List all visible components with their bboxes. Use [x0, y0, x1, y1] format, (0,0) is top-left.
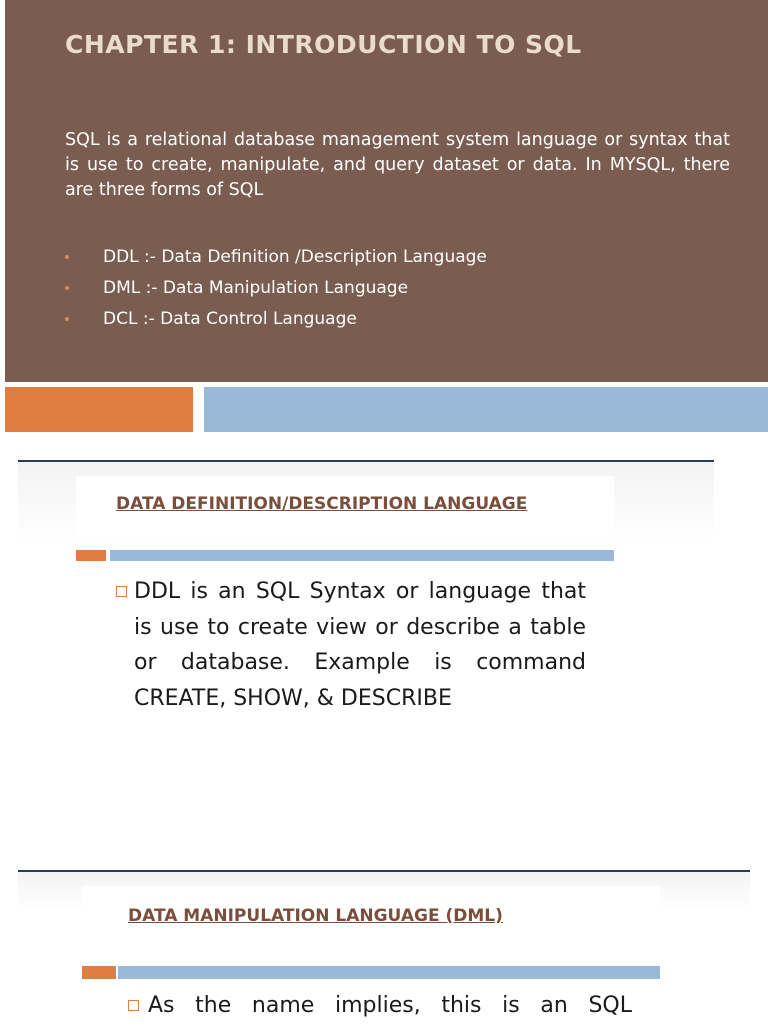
list-item-label: DDL :- Data Definition /Description Language	[103, 247, 487, 267]
bullet-icon	[65, 255, 69, 259]
bullet-icon	[65, 317, 69, 321]
sql-forms-list	[65, 242, 487, 335]
accent-bar-orange	[82, 966, 116, 979]
square-bullet-icon	[128, 1000, 139, 1011]
accent-bar-blue	[110, 550, 614, 561]
square-bullet-icon	[116, 586, 127, 597]
intro-paragraph: SQL is a relational database management system language or syntax that is use to create, manipulate, and query dataset or data. In MYSQL, there are three forms of SQL	[65, 130, 730, 200]
chapter-title: CHAPTER 1: INTRODUCTION TO SQL	[65, 30, 582, 59]
body-text: As the name implies, this is an SQL	[148, 993, 632, 1018]
slide-heading: DATA DEFINITION/DESCRIPTION LANGUAGE	[116, 494, 528, 514]
accent-band-orange	[5, 387, 193, 432]
bullet-icon	[65, 286, 69, 290]
slide-ddl	[18, 460, 714, 822]
list-item-label: DML :- Data Manipulation Language	[103, 278, 409, 298]
slide-heading: DATA MANIPULATION LANGUAGE (DML)	[128, 906, 503, 926]
accent-band-blue	[204, 387, 768, 432]
list-item	[65, 242, 487, 273]
slide-dml	[18, 870, 750, 1026]
list-item-label: DCL :- Data Control Language	[103, 309, 357, 329]
slide-intro	[5, 0, 768, 382]
body-text: DDL is an SQL Syntax or language that is use to create view or describe a table or database. Example is command CREATE, SHOW, & DESCRIBE	[134, 579, 586, 711]
body-paragraph	[134, 574, 586, 716]
accent-bar-blue	[118, 966, 660, 979]
accent-bar-orange	[76, 550, 106, 561]
list-item	[65, 304, 487, 335]
body-paragraph	[148, 988, 632, 1023]
list-item	[65, 273, 487, 304]
